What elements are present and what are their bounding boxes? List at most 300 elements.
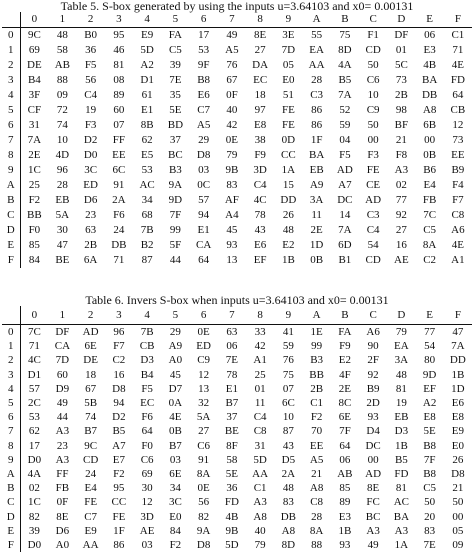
column-header: F xyxy=(444,12,472,28)
table-cell: DA xyxy=(252,59,269,71)
table-cell: BB xyxy=(27,209,42,221)
table-cell: 64 xyxy=(452,89,464,101)
inverse-sbox-table xyxy=(2,306,472,552)
table-cell: B4 xyxy=(27,74,41,86)
table-cell: B4 xyxy=(140,368,154,381)
table-cell: 80 xyxy=(424,354,436,367)
table-cell: 1A xyxy=(281,164,296,176)
column-header: B xyxy=(331,306,359,325)
table-cell: D7 xyxy=(168,382,183,395)
table-cell: 56 xyxy=(198,496,210,509)
table-cell: F5 xyxy=(141,382,153,395)
table-cell: 3E xyxy=(282,29,295,41)
table-cell: AC xyxy=(393,496,410,509)
table-cell: 69 xyxy=(28,44,40,56)
table-cell: 1F xyxy=(310,134,323,146)
table-cell: 71 xyxy=(28,340,40,353)
table-cell: 49 xyxy=(226,29,238,41)
table-cell: 02 xyxy=(395,179,407,191)
table-cell: BA xyxy=(421,74,438,86)
table-cell: A1 xyxy=(451,254,465,266)
table-cell: AA xyxy=(82,539,99,552)
table-cell: CA xyxy=(195,239,212,251)
table-cell: 0F xyxy=(56,496,69,509)
column-header: 4 xyxy=(133,306,161,325)
row-header: 3 xyxy=(2,368,20,382)
table-cell: 81 xyxy=(395,382,407,395)
table-cell: 4E xyxy=(451,59,464,71)
table-cell: B8 xyxy=(423,468,437,481)
table-cell: E1 xyxy=(141,104,154,116)
table-cell: 47 xyxy=(56,239,68,251)
table-cell: 37 xyxy=(226,411,238,424)
table-cell: F4 xyxy=(452,179,464,191)
table-cell: 27 xyxy=(254,44,266,56)
table-cell: 03 xyxy=(169,453,181,466)
table-cell: 92 xyxy=(395,209,407,221)
table-cell: 87 xyxy=(282,425,294,438)
table-cell: 0E xyxy=(225,134,238,146)
table-cell: A8 xyxy=(281,524,296,537)
table-cell: B6 xyxy=(423,164,437,176)
table-cell: 84 xyxy=(28,254,40,266)
table-cell: CF xyxy=(27,104,42,116)
table-cell: 59 xyxy=(339,119,351,131)
table-cell: 09 xyxy=(56,89,68,101)
table-cell: DD xyxy=(449,354,466,367)
table-cell: 09 xyxy=(452,539,464,552)
table-cell: 7B xyxy=(140,224,154,236)
row-header: 1 xyxy=(2,43,20,58)
row-header: 5 xyxy=(2,103,20,118)
table-cell: A3 xyxy=(55,453,70,466)
table-row xyxy=(2,148,472,163)
table-cell: 2C xyxy=(27,397,41,410)
table-cell: 6E xyxy=(84,340,97,353)
table-cell: AE xyxy=(139,524,155,537)
table-row xyxy=(2,88,472,103)
table-cell: 28 xyxy=(56,179,68,191)
table-cell: F5 xyxy=(84,59,97,71)
table-cell: 92 xyxy=(367,368,379,381)
table-cell: 1B xyxy=(338,524,352,537)
table-cell: 59 xyxy=(282,340,294,353)
table-cell: 93 xyxy=(226,239,238,251)
table-cell: FC xyxy=(366,496,380,509)
table-row xyxy=(2,178,472,193)
column-header: 8 xyxy=(246,12,274,28)
table-cell: B2 xyxy=(140,239,154,251)
table-cell: 5E xyxy=(225,468,238,481)
table-cell: 5E xyxy=(169,104,182,116)
table-cell: A4 xyxy=(225,209,239,221)
table-cell: D2 xyxy=(83,134,98,146)
row-header: C xyxy=(2,208,20,223)
table-cell: F6 xyxy=(141,411,153,424)
table-cell: 67 xyxy=(85,382,97,395)
table-cell: 26 xyxy=(282,209,294,221)
table-cell: 12 xyxy=(452,119,464,131)
table-cell: EE xyxy=(451,149,465,161)
table-cell: BB xyxy=(309,368,324,381)
table-row xyxy=(2,439,472,453)
table-cell: 05 xyxy=(452,524,464,537)
table-cell: 08 xyxy=(113,74,125,86)
table-cell: 8F xyxy=(226,439,238,452)
table-cell: B5 xyxy=(112,425,126,438)
table-cell: B5 xyxy=(338,74,352,86)
table-cell: 50 xyxy=(367,59,379,71)
table-cell: 9F xyxy=(197,59,210,71)
table-cell: 3C xyxy=(84,164,98,176)
table-cell: 31 xyxy=(254,439,266,452)
table-cell: 96 xyxy=(56,164,68,176)
table-cell: 6A xyxy=(83,254,98,266)
table-cell: 81 xyxy=(113,59,125,71)
table-cell: F0 xyxy=(141,439,153,452)
table-row xyxy=(2,453,472,467)
table-cell: D3 xyxy=(140,354,154,367)
table-cell: 50 xyxy=(424,496,436,509)
table-row xyxy=(2,325,472,340)
table-cell: 2B xyxy=(394,89,408,101)
table-cell: 86 xyxy=(311,104,323,116)
table-cell: 0A xyxy=(168,397,183,410)
table-cell: 01 xyxy=(395,44,407,56)
row-header: 8 xyxy=(2,148,20,163)
table-cell: 67 xyxy=(226,74,238,86)
table-cell: EB xyxy=(55,194,70,206)
table-cell: EB xyxy=(394,411,409,424)
table-row xyxy=(2,481,472,495)
table-cell: DD xyxy=(280,194,297,206)
table-cell: 27 xyxy=(198,425,210,438)
table-cell: EA xyxy=(394,340,409,353)
table-cell: FE xyxy=(366,164,380,176)
table-cell: D1 xyxy=(27,368,42,381)
table-cell: 7A xyxy=(338,89,352,101)
table-cell: BD xyxy=(167,119,184,131)
table-cell: 3A xyxy=(394,354,409,367)
table-cell: AA xyxy=(308,59,325,71)
corner-cell xyxy=(2,12,20,28)
table-cell: B9 xyxy=(451,164,465,176)
table-cell: E8 xyxy=(254,119,267,131)
table-cell: 7A xyxy=(27,134,42,146)
table-cell: 3F xyxy=(28,89,41,101)
row-header: D xyxy=(2,223,20,238)
table-cell: 3C xyxy=(168,496,182,509)
table-cell: 9B xyxy=(225,524,239,537)
table-cell: 6E xyxy=(338,411,351,424)
table-cell: 8D xyxy=(281,539,296,552)
table-cell: EE xyxy=(309,439,324,452)
table-cell: 06 xyxy=(339,453,351,466)
table-cell: 6C xyxy=(281,397,295,410)
table-cell: A5 xyxy=(309,453,324,466)
table-row xyxy=(2,208,472,223)
table-cell: FD xyxy=(450,74,465,86)
table-cell: BC xyxy=(168,149,183,161)
table-cell: DB xyxy=(111,239,127,251)
table-cell: F6 xyxy=(113,209,125,221)
table-cell: C8 xyxy=(451,209,465,221)
table-cell: D8 xyxy=(196,149,211,161)
table-cell: 10 xyxy=(282,411,294,424)
table-cell: FF xyxy=(56,468,69,481)
table-cell: E8 xyxy=(423,411,436,424)
table-cell: 12 xyxy=(141,496,153,509)
table-cell: 7D xyxy=(55,354,70,367)
table-cell: 3D xyxy=(253,164,267,176)
table-cell: 94 xyxy=(113,397,125,410)
table-cell: DB xyxy=(280,510,297,523)
table-cell: 39 xyxy=(28,524,40,537)
table-cell: 6B xyxy=(423,119,437,131)
table-cell: 0B xyxy=(423,149,437,161)
table-cell: E5 xyxy=(141,149,154,161)
row-header: 7 xyxy=(2,424,20,438)
table-cell: E3 xyxy=(338,510,351,523)
row-header: D xyxy=(2,510,20,524)
table-cell: D6 xyxy=(83,194,98,206)
table-cell: 64 xyxy=(339,439,351,452)
table-cell: F8 xyxy=(395,149,408,161)
table-cell: 21 xyxy=(452,482,464,495)
table-cell: 4A xyxy=(338,59,352,71)
table-cell: E0 xyxy=(451,439,464,452)
table-cell: A2 xyxy=(422,397,437,410)
row-header: 2 xyxy=(2,353,20,367)
table-cell: FE xyxy=(112,510,126,523)
table-cell: 13 xyxy=(226,254,238,266)
table-cell: 50 xyxy=(452,496,464,509)
table-cell: 11 xyxy=(311,209,322,221)
table-cell: 19 xyxy=(85,104,97,116)
row-header: B xyxy=(2,193,20,208)
table-cell: 4B xyxy=(423,59,437,71)
table-cell: 1A xyxy=(394,539,409,552)
table-cell: EF xyxy=(253,254,267,266)
table-cell: 0E xyxy=(197,482,210,495)
table-cell: B7 xyxy=(225,397,239,410)
table-cell: 1D xyxy=(309,239,324,251)
table-cell: 75 xyxy=(339,29,351,41)
table-cell: D0 xyxy=(27,453,42,466)
table-cell: 42 xyxy=(254,340,266,353)
table-cell: 48 xyxy=(395,368,407,381)
table-cell: A9 xyxy=(168,340,183,353)
table-cell: 1B xyxy=(394,439,408,452)
table-row xyxy=(2,73,472,88)
table-cell: 7B xyxy=(140,326,154,338)
table-cell: CB xyxy=(139,340,155,353)
table-cell: 43 xyxy=(254,224,266,236)
table-cell: C3 xyxy=(310,89,324,101)
table-cell: B0 xyxy=(84,29,98,41)
table-row xyxy=(2,133,472,148)
table-cell: A3 xyxy=(55,425,70,438)
table-cell: C4 xyxy=(253,179,267,191)
table-cell: 34 xyxy=(169,482,181,495)
table-cell: 37 xyxy=(169,134,181,146)
table-cell: 07 xyxy=(113,119,125,131)
table-cell: 98 xyxy=(395,104,407,116)
table-cell: 27 xyxy=(395,224,407,236)
table-cell: 24 xyxy=(85,468,97,481)
table-cell: 74 xyxy=(85,411,97,424)
table-cell: AF xyxy=(224,194,239,206)
table-cell: 87 xyxy=(141,254,153,266)
table-cell: 17 xyxy=(28,439,40,452)
table-cell: CB xyxy=(450,104,466,116)
table-cell: 8E xyxy=(254,29,267,41)
table-cell: 47 xyxy=(452,326,464,338)
table-row xyxy=(2,382,472,396)
table-cell: 28 xyxy=(311,74,323,86)
table-cell: CD xyxy=(82,453,99,466)
table-cell: 94 xyxy=(198,209,210,221)
table-cell: 6E xyxy=(169,468,182,481)
table-cell: CD xyxy=(365,254,381,266)
table-cell: 70 xyxy=(311,425,323,438)
table-cell: FD xyxy=(224,496,239,509)
column-header: 9 xyxy=(274,306,302,325)
table-cell: AC xyxy=(139,179,155,191)
table-cell: 7D xyxy=(281,44,296,56)
table-cell: C5 xyxy=(168,44,182,56)
table-cell: CC xyxy=(281,149,296,161)
table-cell: E6 xyxy=(254,239,267,251)
table-cell: A6 xyxy=(451,224,465,236)
table-cell: 85 xyxy=(339,482,351,495)
row-header: A xyxy=(2,178,20,193)
table-cell: E6 xyxy=(451,397,464,410)
table-cell: E2 xyxy=(338,354,351,367)
table-cell: E9 xyxy=(451,425,464,438)
table-cell: 93 xyxy=(339,539,351,552)
table-row xyxy=(2,467,472,481)
table-cell: 5F xyxy=(169,239,182,251)
table-cell: 06 xyxy=(226,340,238,353)
table-cell: 2A xyxy=(281,468,296,481)
table-cell: D9 xyxy=(55,382,70,395)
column-header: E xyxy=(416,306,444,325)
column-header-row xyxy=(2,12,472,28)
table-cell: 48 xyxy=(282,224,294,236)
table-cell: 4A xyxy=(27,468,42,481)
table-row xyxy=(2,424,472,438)
table-row xyxy=(2,28,472,44)
table-cell: D8 xyxy=(112,382,126,395)
table-cell: DF xyxy=(394,29,409,41)
table-cell: 82 xyxy=(198,510,210,523)
table-cell: 00 xyxy=(424,134,436,146)
table-cell: E9 xyxy=(141,29,154,41)
table-cell: 0B xyxy=(168,425,182,438)
table-cell: C4 xyxy=(366,224,380,236)
table-cell: D0 xyxy=(27,539,42,552)
table-cell: A0 xyxy=(55,539,70,552)
table-row xyxy=(2,103,472,118)
table-cell: 5A xyxy=(196,411,211,424)
table-cell: 06 xyxy=(424,29,436,41)
table-cell: C6 xyxy=(366,74,380,86)
table-cell: 79 xyxy=(395,326,407,338)
table-cell: A8 xyxy=(422,104,437,116)
table-cell: 44 xyxy=(169,254,181,266)
table-cell: 5D xyxy=(140,44,154,56)
table-cell: 8E xyxy=(56,510,69,523)
row-header: 6 xyxy=(2,410,20,424)
table-cell: 25 xyxy=(28,179,40,191)
table-cell: 89 xyxy=(339,496,351,509)
table-cell: 5B xyxy=(84,397,98,410)
table-cell: 30 xyxy=(56,224,68,236)
row-header: 9 xyxy=(2,163,20,178)
table-cell: 35 xyxy=(169,89,181,101)
table-cell: 4C xyxy=(27,354,41,367)
table-cell: E4 xyxy=(84,482,97,495)
table-cell: 19 xyxy=(395,397,407,410)
table-cell: FB xyxy=(422,194,437,206)
row-header: 9 xyxy=(2,453,20,467)
table-row xyxy=(2,193,472,208)
column-header: E xyxy=(416,12,444,28)
table-cell: 42 xyxy=(226,119,238,131)
table-row xyxy=(2,353,472,367)
table-cell: 36 xyxy=(85,44,97,56)
table-cell: 00 xyxy=(452,510,464,523)
table-cell: AE xyxy=(394,254,409,266)
table-cell: C4 xyxy=(84,89,98,101)
table-row xyxy=(2,410,472,424)
table-cell: 07 xyxy=(282,382,294,395)
table-cell: D6 xyxy=(55,524,70,537)
table-row xyxy=(2,58,472,73)
table-cell: 7E xyxy=(225,354,238,367)
table-cell: E9 xyxy=(84,524,97,537)
table-cell: A7 xyxy=(338,179,352,191)
table-cell: 96 xyxy=(113,326,125,338)
table-cell: F3 xyxy=(367,149,379,161)
table-cell: 40 xyxy=(254,524,266,537)
column-header: 7 xyxy=(218,306,246,325)
table-cell: 2A xyxy=(112,194,126,206)
table-cell: 4E xyxy=(169,411,182,424)
table-cell: D4 xyxy=(366,425,380,438)
table-cell: DC xyxy=(365,439,381,452)
table-cell: 8D xyxy=(338,44,352,56)
table-cell: C7 xyxy=(84,510,98,523)
table-cell: 1D xyxy=(451,382,465,395)
table-cell: 10 xyxy=(367,89,379,101)
column-header: 7 xyxy=(218,12,246,28)
table-cell: 69 xyxy=(141,468,153,481)
column-header-row xyxy=(2,306,472,325)
table-cell: FE xyxy=(281,104,295,116)
table-cell: 48 xyxy=(56,29,68,41)
table-cell: DE xyxy=(83,354,98,367)
table-cell: 6D xyxy=(338,239,352,251)
table-cell: 45 xyxy=(169,368,181,381)
table-cell: 2F xyxy=(367,354,379,367)
table-cell: B3 xyxy=(310,354,324,367)
table-cell: 8A xyxy=(422,239,437,251)
table-cell: F2 xyxy=(113,468,125,481)
table-cell: 73 xyxy=(395,74,407,86)
table-cell: 74 xyxy=(56,119,68,131)
